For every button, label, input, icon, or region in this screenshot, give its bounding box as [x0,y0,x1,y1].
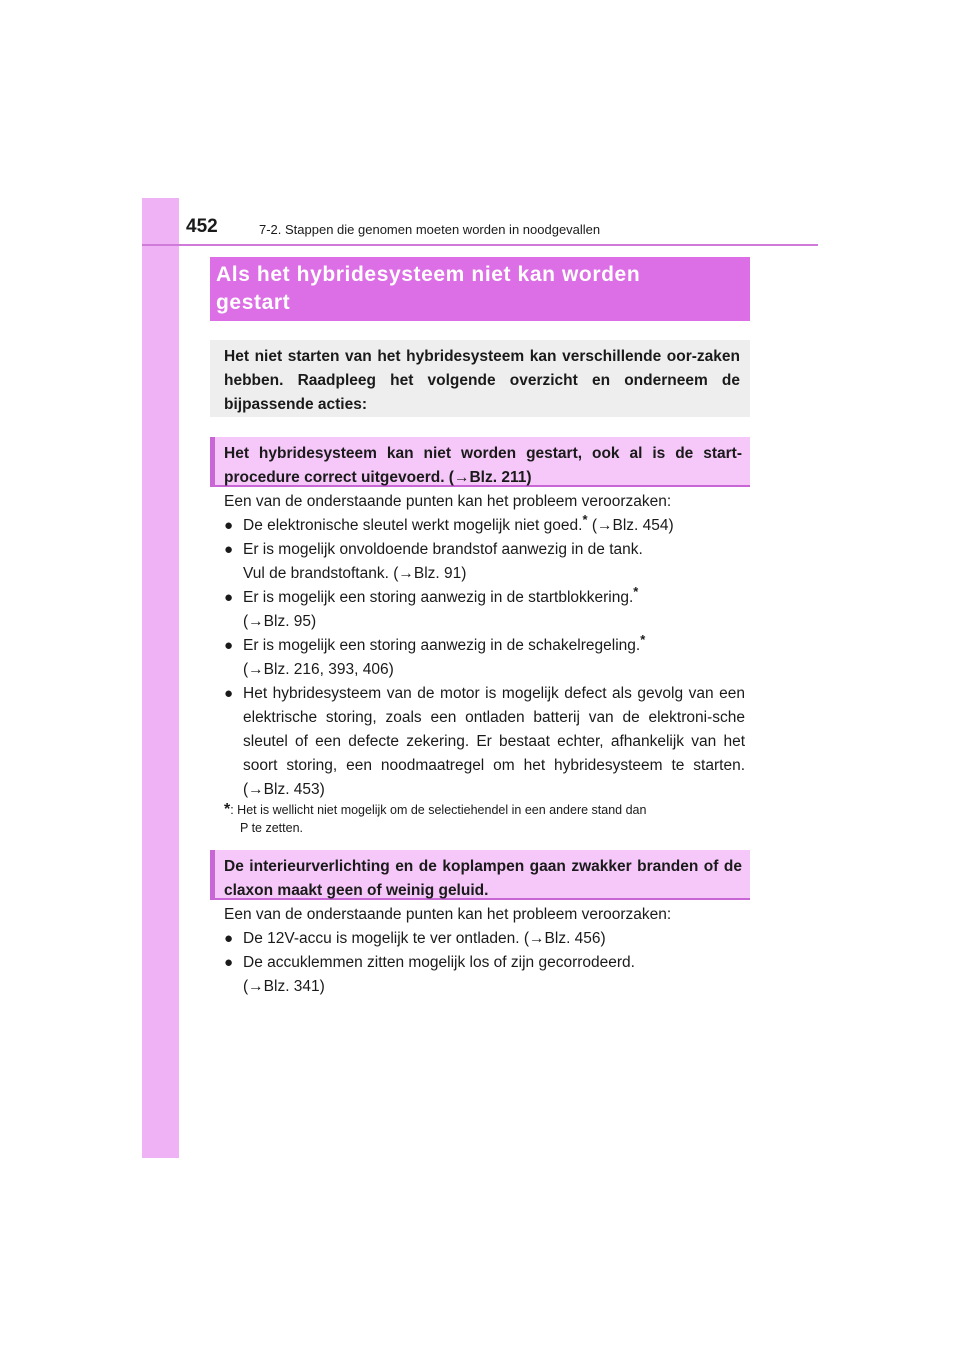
list-item-line2: Vul de brandstoftank. (→Blz. 91) [243,565,467,582]
list-item-text: De 12V-accu is mogelijk te ver ontladen. (→Blz. 456) [243,930,606,947]
section-title: 7-2. Stappen die genomen moeten worden in noodgevallen [259,222,601,237]
list-item-text: Het hybridesysteem van de motor is mogelijk defect als gevolg van een elektrische storing, zoals een ontladen batterij van de elektroni-sche sleutel of een defecte zekering. Er bestaat echter, afhankelijk van het soort storing, een noodmaatregel om het hybridesysteem te starten. (→Blz. 453) [243,685,745,798]
list-item-text: Er is mogelijk onvoldoende brandstof aanwezig in de tank. [243,541,643,558]
footnote [224,801,749,837]
intro-box [210,340,750,417]
section1-body [224,490,745,802]
page-title-line1: Als het hybridesysteem niet kan worden [216,263,641,286]
page-title [216,261,740,317]
page-reference: (→Blz. 216, 393, 406) [243,661,394,678]
page-number: 452 [186,216,218,237]
bullet-icon: ● [224,685,234,702]
page-reference: (→Blz. 95) [243,613,317,630]
list-item-text: De elektronische sleutel werkt mogelijk niet goed. [243,517,583,534]
list-item-text: Er is mogelijk een storing aanwezig in de startblokkering. [243,589,634,606]
list-item [224,631,745,682]
header-rule [142,244,818,246]
chapter-side-tab [142,198,179,1158]
footnote-text: : Het is wellicht niet mogelijk om de selectiehendel in een andere stand dan [230,803,647,817]
footnote-star: * [640,631,646,647]
intro-text: Het niet starten van het hybridesysteem kan verschillende oor-zaken hebben. Raadpleeg het volgende overzicht en onderneem de bijpassende acties: [224,348,740,413]
list-item [224,538,745,586]
page-reference: (→Blz. 454) [587,517,674,534]
page-reference: (→Blz. 341) [243,978,325,995]
footnote-mark: * [224,801,231,818]
page-title-band [210,257,750,321]
bullet-icon: ● [224,589,234,606]
subheading-weak-lights [210,850,750,900]
section1-lead: Een van de onderstaande punten kan het probleem veroorzaken: [224,493,672,510]
bullet-icon: ● [224,517,234,534]
footnote-continuation: P te zetten. [240,821,304,835]
list-item [224,511,745,538]
footnote-star: * [633,583,639,599]
bullet-icon: ● [224,954,234,971]
list-item-text: De accuklemmen zitten mogelijk los of zijn gecorrodeerd. [243,954,635,971]
subheading-text: Het hybridesysteem kan niet worden gestart, ook al is de start-procedure correct uitgevoerd. (→Blz. 211) [224,445,742,486]
section2-body [224,903,745,999]
subheading-text: De interieurverlichting en de koplampen gaan zwakker branden of de claxon maakt geen of weinig geluid. [224,858,742,899]
section1-list [224,511,745,802]
list-item [224,927,745,951]
bullet-icon: ● [224,541,234,558]
list-item-text: Er is mogelijk een storing aanwezig in de schakelregeling. [243,637,641,654]
bullet-icon: ● [224,930,234,947]
footnote-star: * [582,511,588,527]
section2-list [224,927,745,999]
subheading-hybrid-not-starting [210,437,750,487]
list-item [224,682,745,802]
bullet-icon: ● [224,637,234,654]
list-item [224,951,745,999]
section2-lead: Een van de onderstaande punten kan het probleem veroorzaken: [224,906,672,923]
page-title-line2: gestart [216,291,291,314]
list-item [224,583,745,634]
